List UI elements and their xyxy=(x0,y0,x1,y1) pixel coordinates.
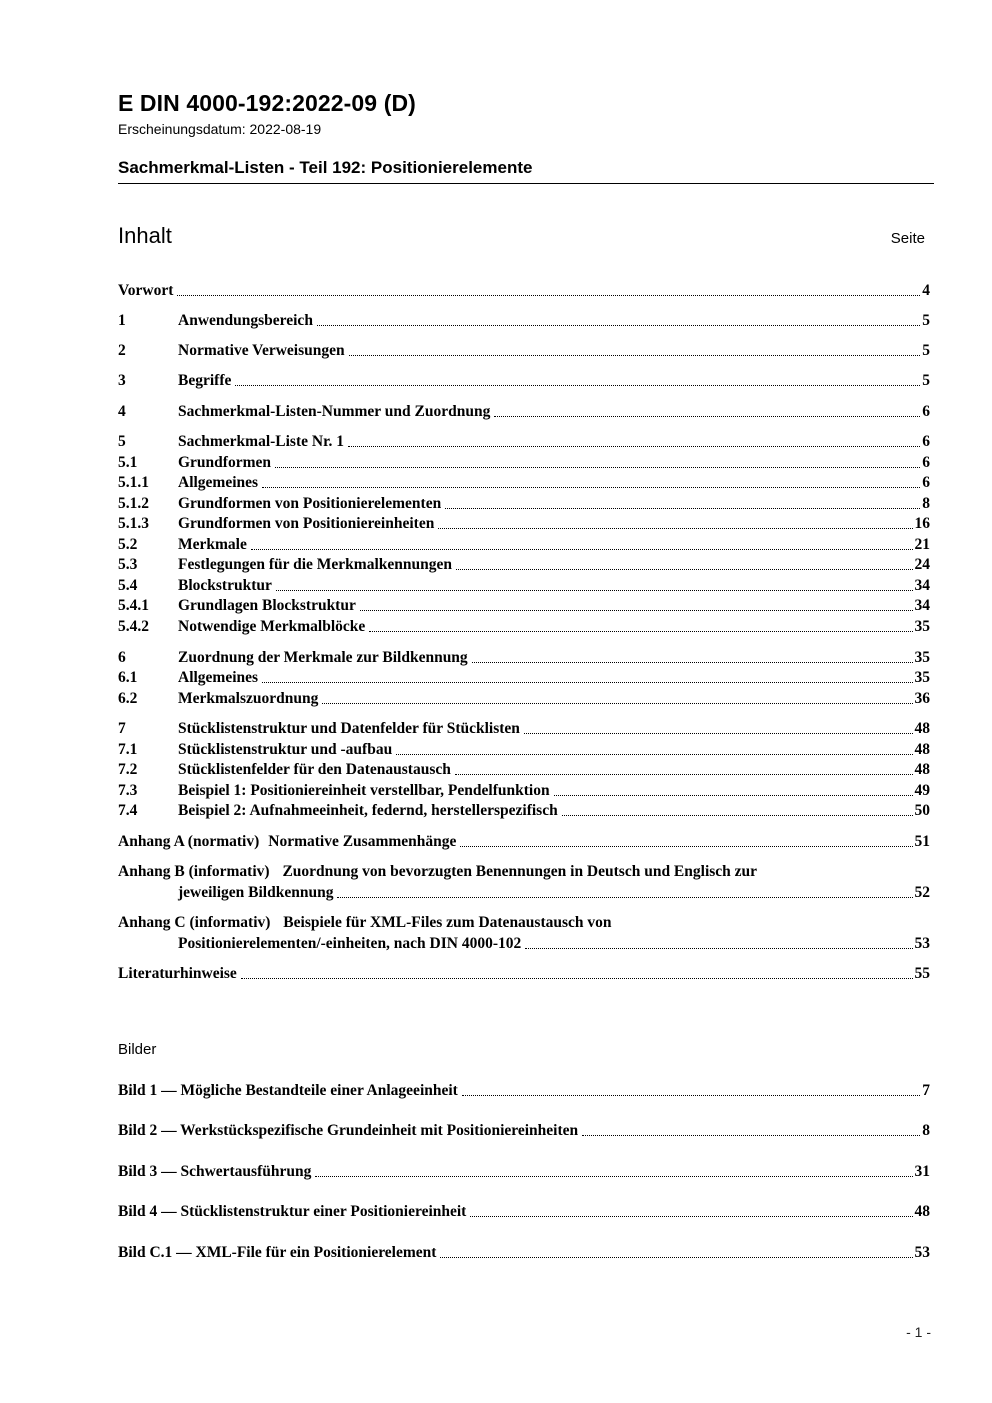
toc-entry-title: Stücklistenfelder für den Datenaustausch xyxy=(178,761,451,778)
toc-entry-number: 7.1 xyxy=(118,741,138,758)
toc-entry-title: Stücklistenstruktur und Datenfelder für Stücklisten xyxy=(178,720,520,737)
toc-leader xyxy=(562,815,913,816)
toc-entry-number: 6.1 xyxy=(118,669,138,686)
toc-entry-page: 52 xyxy=(914,884,930,901)
toc-entry-title: Zuordnung der Merkmale zur Bildkennung xyxy=(178,649,468,666)
toc-entry-5-4[interactable] xyxy=(118,576,930,596)
toc-entry-6-1[interactable] xyxy=(118,668,930,688)
toc-entry-number: 7 xyxy=(118,720,126,737)
toc-leader xyxy=(369,631,912,632)
toc-entry-number: 5.1.1 xyxy=(118,474,149,491)
toc-annex-label: Anhang A (normativ) xyxy=(118,833,260,850)
toc-entry-number: 6.2 xyxy=(118,690,138,707)
toc-entry-title: Sachmerkmal-Liste Nr. 1 xyxy=(178,433,345,450)
toc-entry-title: Sachmerkmal-Listen-Nummer und Zuordnung xyxy=(178,403,491,420)
toc-entry-page: 34 xyxy=(914,597,930,614)
toc-entry-number: 5 xyxy=(118,433,126,450)
toc-leader xyxy=(349,355,921,356)
toc-entry-annex-c-line2[interactable] xyxy=(118,934,930,954)
toc-entry-title: Grundformen von Positioniereinheiten xyxy=(178,515,435,532)
publication-date: Erscheinungsdatum: 2022-08-19 xyxy=(118,121,322,137)
toc-leader xyxy=(440,1257,912,1258)
toc-entry-title: Grundformen von Positionierelementen xyxy=(178,495,442,512)
toc-entry-number: 5.1.3 xyxy=(118,515,149,532)
toc-entry-page: 36 xyxy=(914,690,930,707)
toc-entry-page: 5 xyxy=(922,372,930,389)
toc-entry-page: 55 xyxy=(914,965,930,982)
toc-entry-number: 5.2 xyxy=(118,536,138,553)
toc-leader xyxy=(462,1095,920,1096)
toc-entry-number: 5.3 xyxy=(118,556,138,573)
toc-entry-5-4-2[interactable] xyxy=(118,617,930,637)
toc-entry-title: Beispiel 1: Positioniereinheit verstellbar, Pendelfunktion xyxy=(178,782,550,799)
toc-entry-title: Beispiel 2: Aufnahmeeinheit, federnd, herstellerspezifisch xyxy=(178,802,558,819)
toc-entry-number: 2 xyxy=(118,342,126,359)
toc-entry-title-continued: Positionierelementen/-einheiten, nach DIN 4000-102 xyxy=(178,935,522,952)
toc-entry-annex-b-line1[interactable] xyxy=(118,862,930,882)
toc-entry-page: 34 xyxy=(914,577,930,594)
toc-entry-5-1-3[interactable] xyxy=(118,514,930,534)
toc-entry-page: 4 xyxy=(922,282,930,299)
toc-entry-number: 5.1.2 xyxy=(118,495,149,512)
toc-leader xyxy=(525,948,912,949)
figure-entry-title: Bild 3 — Schwertausführung xyxy=(118,1163,312,1180)
toc-entry-title: Allgemeines xyxy=(178,474,259,491)
toc-entry-number: 7.4 xyxy=(118,802,138,819)
title-divider xyxy=(118,183,934,184)
figure-entry-page: 48 xyxy=(914,1203,930,1220)
toc-entry-number: 5.4.2 xyxy=(118,618,149,635)
figure-entry-c1[interactable] xyxy=(118,1243,930,1263)
figure-entry-2[interactable] xyxy=(118,1121,930,1141)
toc-leader xyxy=(315,1176,912,1177)
toc-entry-page: 6 xyxy=(922,454,930,471)
toc-entry-page: 6 xyxy=(922,433,930,450)
figures-heading: Bilder xyxy=(118,1041,157,1058)
toc-leader xyxy=(470,1216,912,1217)
toc-entry-number: 5.4.1 xyxy=(118,597,149,614)
toc-entry-5[interactable] xyxy=(118,432,930,452)
toc-entry-page: 16 xyxy=(914,515,930,532)
toc-entry-page: 35 xyxy=(914,669,930,686)
toc-entry-title: Anwendungsbereich xyxy=(178,312,313,329)
toc-entry-title: Stücklistenstruktur und -aufbau xyxy=(178,741,393,758)
toc-entry-title: Grundformen xyxy=(178,454,271,471)
toc-leader xyxy=(396,754,912,755)
toc-entry-4[interactable] xyxy=(118,402,930,422)
toc-entry-page: 21 xyxy=(914,536,930,553)
toc-entry-5-2[interactable] xyxy=(118,535,930,555)
toc-leader xyxy=(460,846,912,847)
toc-entry-7-2[interactable] xyxy=(118,760,930,780)
toc-entry-title: Festlegungen für die Merkmalkennungen xyxy=(178,556,452,573)
toc-entry-page: 5 xyxy=(922,312,930,329)
toc-entry-title: Merkmalszuordnung xyxy=(178,690,319,707)
toc-entry-title: Blockstruktur xyxy=(178,577,272,594)
toc-entry-page: 6 xyxy=(922,403,930,420)
toc-entry-2[interactable] xyxy=(118,341,930,361)
toc-leader xyxy=(472,662,913,663)
figure-entry-1[interactable] xyxy=(118,1081,930,1101)
toc-leader xyxy=(317,325,920,326)
toc-entry-number: 7.3 xyxy=(118,782,138,799)
toc-entry-title: Grundlagen Blockstruktur xyxy=(178,597,356,614)
toc-entry-page: 35 xyxy=(914,649,930,666)
toc-leader xyxy=(494,416,920,417)
toc-entry-7-1[interactable] xyxy=(118,740,930,760)
figure-entry-3[interactable] xyxy=(118,1162,930,1182)
toc-entry-6-2[interactable] xyxy=(118,689,930,709)
toc-leader xyxy=(262,682,912,683)
toc-leader xyxy=(337,897,912,898)
document-title: Sachmerkmal-Listen - Teil 192: Positionierelemente xyxy=(118,158,533,177)
toc-entry-7-3[interactable] xyxy=(118,781,930,801)
toc-entry-annex-c-line1[interactable] xyxy=(118,913,930,933)
toc-leader xyxy=(360,610,913,611)
toc-entry-page: 50 xyxy=(914,802,930,819)
toc-entry-6[interactable] xyxy=(118,648,930,668)
figure-entry-title: Bild C.1 — XML-File für ein Positionierelement xyxy=(118,1244,437,1261)
toc-entry-5-4-1[interactable] xyxy=(118,596,930,616)
toc-leader xyxy=(177,295,920,296)
toc-entry-title: Zuordnung von bevorzugten Benennungen in Deutsch und Englisch zur xyxy=(282,863,758,880)
toc-entry-title: Normative Verweisungen xyxy=(178,342,345,359)
figure-entry-title: Bild 2 — Werkstückspezifische Grundeinheit mit Positioniereinheiten xyxy=(118,1122,579,1139)
toc-entry-title: Begriffe xyxy=(178,372,232,389)
toc-leader xyxy=(582,1135,920,1136)
toc-entry-page: 5 xyxy=(922,342,930,359)
toc-entry-number: 3 xyxy=(118,372,126,389)
toc-page-column-label: Seite xyxy=(890,230,925,247)
toc-entry-title: Beispiele für XML-Files zum Datenaustausch von xyxy=(283,914,612,931)
toc-entry-page: 53 xyxy=(914,935,930,952)
toc-annex-label: Anhang C (informativ) xyxy=(118,914,271,931)
toc-entry-3[interactable] xyxy=(118,371,930,391)
toc-leader xyxy=(348,446,920,447)
toc-entry-page: 48 xyxy=(914,720,930,737)
toc-leader xyxy=(445,508,920,509)
toc-leader xyxy=(241,978,913,979)
toc-entry-vorwort[interactable] xyxy=(118,281,930,301)
toc-entry-page: 49 xyxy=(914,782,930,799)
toc-leader xyxy=(456,569,913,570)
toc-entry-page: 8 xyxy=(922,495,930,512)
toc-leader xyxy=(524,733,913,734)
toc-entry-5-3[interactable] xyxy=(118,555,930,575)
figure-entry-page: 7 xyxy=(922,1082,930,1099)
toc-entry-7[interactable] xyxy=(118,719,930,739)
toc-entry-7-4[interactable] xyxy=(118,801,930,821)
toc-leader xyxy=(455,774,913,775)
toc-entry-annex-a[interactable] xyxy=(118,832,930,852)
toc-entry-number: 1 xyxy=(118,312,126,329)
toc-entry-page: 24 xyxy=(914,556,930,573)
toc-leader xyxy=(262,487,920,488)
toc-leader xyxy=(251,549,913,550)
toc-entry-title: Normative Zusammenhänge xyxy=(268,833,457,850)
toc-entry-5-1-2[interactable] xyxy=(118,494,930,514)
figure-entry-page: 53 xyxy=(914,1244,930,1261)
toc-entry-number: 6 xyxy=(118,649,126,666)
toc-entry-page: 48 xyxy=(914,761,930,778)
toc-entry-5-1[interactable] xyxy=(118,453,930,473)
toc-heading: Inhalt xyxy=(118,223,172,248)
toc-leader xyxy=(322,703,912,704)
figure-entry-title: Bild 4 — Stücklistenstruktur einer Positioniereinheit xyxy=(118,1203,467,1220)
toc-annex-label: Anhang B (informativ) xyxy=(118,863,270,880)
toc-entry-annex-b-line2[interactable] xyxy=(118,883,930,903)
toc-entry-title: Merkmale xyxy=(178,536,247,553)
toc-entry-number: 4 xyxy=(118,403,126,420)
toc-entry-title: Literaturhinweise xyxy=(118,965,237,982)
figure-entry-page: 31 xyxy=(914,1163,930,1180)
toc-leader xyxy=(235,385,920,386)
toc-leader xyxy=(275,467,920,468)
toc-entry-page: 48 xyxy=(914,741,930,758)
document-id: E DIN 4000-192:2022-09 (D) xyxy=(118,90,416,116)
toc-entry-number: 7.2 xyxy=(118,761,138,778)
toc-entry-number: 5.1 xyxy=(118,454,138,471)
toc-entry-5-1-1[interactable] xyxy=(118,473,930,493)
toc-entry-title: Vorwort xyxy=(118,282,174,299)
toc-entry-title: Notwendige Merkmalblöcke xyxy=(178,618,366,635)
page-number: - 1 - xyxy=(906,1324,931,1340)
figure-entry-page: 8 xyxy=(922,1122,930,1139)
toc-leader xyxy=(276,590,913,591)
toc-entry-page: 51 xyxy=(914,833,930,850)
toc-entry-1[interactable] xyxy=(118,311,930,331)
toc-leader xyxy=(438,528,912,529)
toc-entry-number: 5.4 xyxy=(118,577,138,594)
toc-entry-bibliography[interactable] xyxy=(118,964,930,984)
figure-entry-title: Bild 1 — Mögliche Bestandteile einer Anlageeinheit xyxy=(118,1082,458,1099)
toc-entry-page: 35 xyxy=(914,618,930,635)
figure-entry-4[interactable] xyxy=(118,1202,930,1222)
toc-entry-title-continued: jeweiligen Bildkennung xyxy=(178,884,334,901)
toc-entry-page: 6 xyxy=(922,474,930,491)
toc-entry-title: Allgemeines xyxy=(178,669,259,686)
toc-leader xyxy=(554,795,913,796)
